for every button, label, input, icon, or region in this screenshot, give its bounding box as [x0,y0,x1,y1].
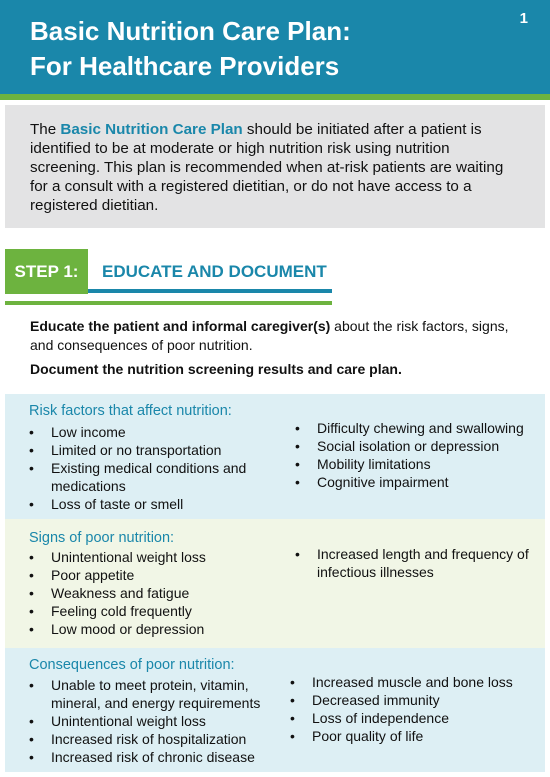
educate-paragraph [30,317,520,355]
list-item-text: Cognitive impairment [317,474,449,490]
list-item [29,676,283,712]
bullet-dot: • [290,728,295,744]
consequences-list-left [29,676,283,766]
bullet-dot: • [295,420,300,436]
page-title [30,14,351,84]
risk-list-left [29,423,267,513]
bullet-dot: • [295,438,300,454]
list-item-text: Difficulty chewing and swallowing [317,420,524,436]
consequences-box [5,648,545,772]
list-item-text: Loss of independence [312,710,449,726]
list-item-text: Unable to meet protein, vitamin, mineral, and energy requirements [51,677,261,711]
list-item-text: Increased muscle and bone loss [312,674,513,690]
bullet-dot: • [29,731,34,747]
risk-factors-box [5,394,545,519]
list-item [29,423,267,441]
step-label: EDUCATE AND DOCUMENT [102,262,327,281]
bullet-dot: • [29,677,34,693]
list-item-text: Decreased immunity [312,692,440,708]
consequences-heading: Consequences of poor nutrition: [29,657,235,673]
step-tag: STEP 1: [5,249,88,294]
bullet-dot: • [290,692,295,708]
bullet-dot: • [29,585,34,601]
bullet-dot: • [29,603,34,619]
list-item [290,673,540,691]
list-item-text: Poor appetite [51,567,135,583]
bullet-dot: • [290,674,295,690]
consequences-list-right [290,673,540,745]
list-item [29,548,267,566]
list-item-text: Existing medical conditions and medications [51,460,247,494]
list-item [290,691,540,709]
title-line-2: For Healthcare Providers [30,51,340,81]
list-item [29,620,267,638]
header-banner [0,0,550,100]
page-number: 1 [519,10,528,27]
bullet-dot: • [29,496,34,512]
step-blue-rule [88,289,332,293]
step-header [5,249,545,294]
list-item-text: Unintentional weight loss [51,549,206,565]
list-item [29,495,267,513]
document-paragraph: Document the nutrition screening results and care plan. [30,361,402,377]
list-item-text: Unintentional weight loss [51,713,206,729]
bullet-dot: • [29,460,34,476]
list-item [29,602,267,620]
list-item-text: Mobility limitations [317,456,431,472]
educate-rest: about the risk factors, signs, and consequences of poor nutrition. [30,318,509,353]
list-item-text: Limited or no transportation [51,442,222,458]
list-item-text: Increased risk of chronic disease [51,749,255,765]
signs-list-left [29,548,267,638]
intro-after: should be initiated after a patient is identified to be at moderate or high nutrition risk using nutrition screening. This plan is recommended when at-risk patients are waiting for a consult with a registered dietitian, or do not have access to a registered dietitian. [30,121,504,214]
title-line-1: Basic Nutrition Care Plan: [30,16,351,46]
educate-bold: Educate the patient and informal caregiver(s) [30,318,331,334]
list-item-text: Increased length and frequency of infectious illnesses [317,546,529,580]
list-item [290,727,540,745]
list-item [29,566,267,584]
bullet-dot: • [295,546,300,562]
list-item [29,441,267,459]
bullet-dot: • [29,749,34,765]
bullet-dot: • [295,474,300,490]
list-item-text: Poor quality of life [312,728,424,744]
risk-list-right [295,419,525,491]
list-item [29,584,267,602]
bullet-dot: • [295,456,300,472]
step-green-rule [5,301,332,305]
list-item-text: Loss of taste or smell [51,496,184,512]
intro-box [5,105,545,228]
signs-box [5,519,545,648]
list-item [29,748,283,766]
bullet-dot: • [290,710,295,726]
bullet-dot: • [29,442,34,458]
intro-before: The [30,121,61,138]
signs-heading: Signs of poor nutrition: [29,530,175,546]
bullet-dot: • [29,713,34,729]
list-item-text: Low income [51,424,126,440]
bullet-dot: • [29,567,34,583]
list-item [29,712,283,730]
intro-text [30,120,520,215]
list-item [29,730,283,748]
bullet-dot: • [29,621,34,637]
signs-list-right [295,545,530,581]
list-item-text: Feeling cold frequently [51,603,192,619]
bullet-dot: • [29,424,34,440]
list-item [295,455,525,473]
list-item-text: Low mood or depression [51,621,205,637]
list-item [295,419,525,437]
list-item [295,473,525,491]
list-item-text: Weakness and fatigue [51,585,190,601]
bullet-dot: • [29,549,34,565]
list-item [29,459,267,495]
list-item [295,545,530,581]
intro-highlight: Basic Nutrition Care Plan [60,121,243,138]
header-green-band [0,94,550,100]
risk-heading: Risk factors that affect nutrition: [29,403,232,419]
list-item-text: Social isolation or depression [317,438,500,454]
list-item [295,437,525,455]
list-item-text: Increased risk of hospitalization [51,731,247,747]
list-item [290,709,540,727]
